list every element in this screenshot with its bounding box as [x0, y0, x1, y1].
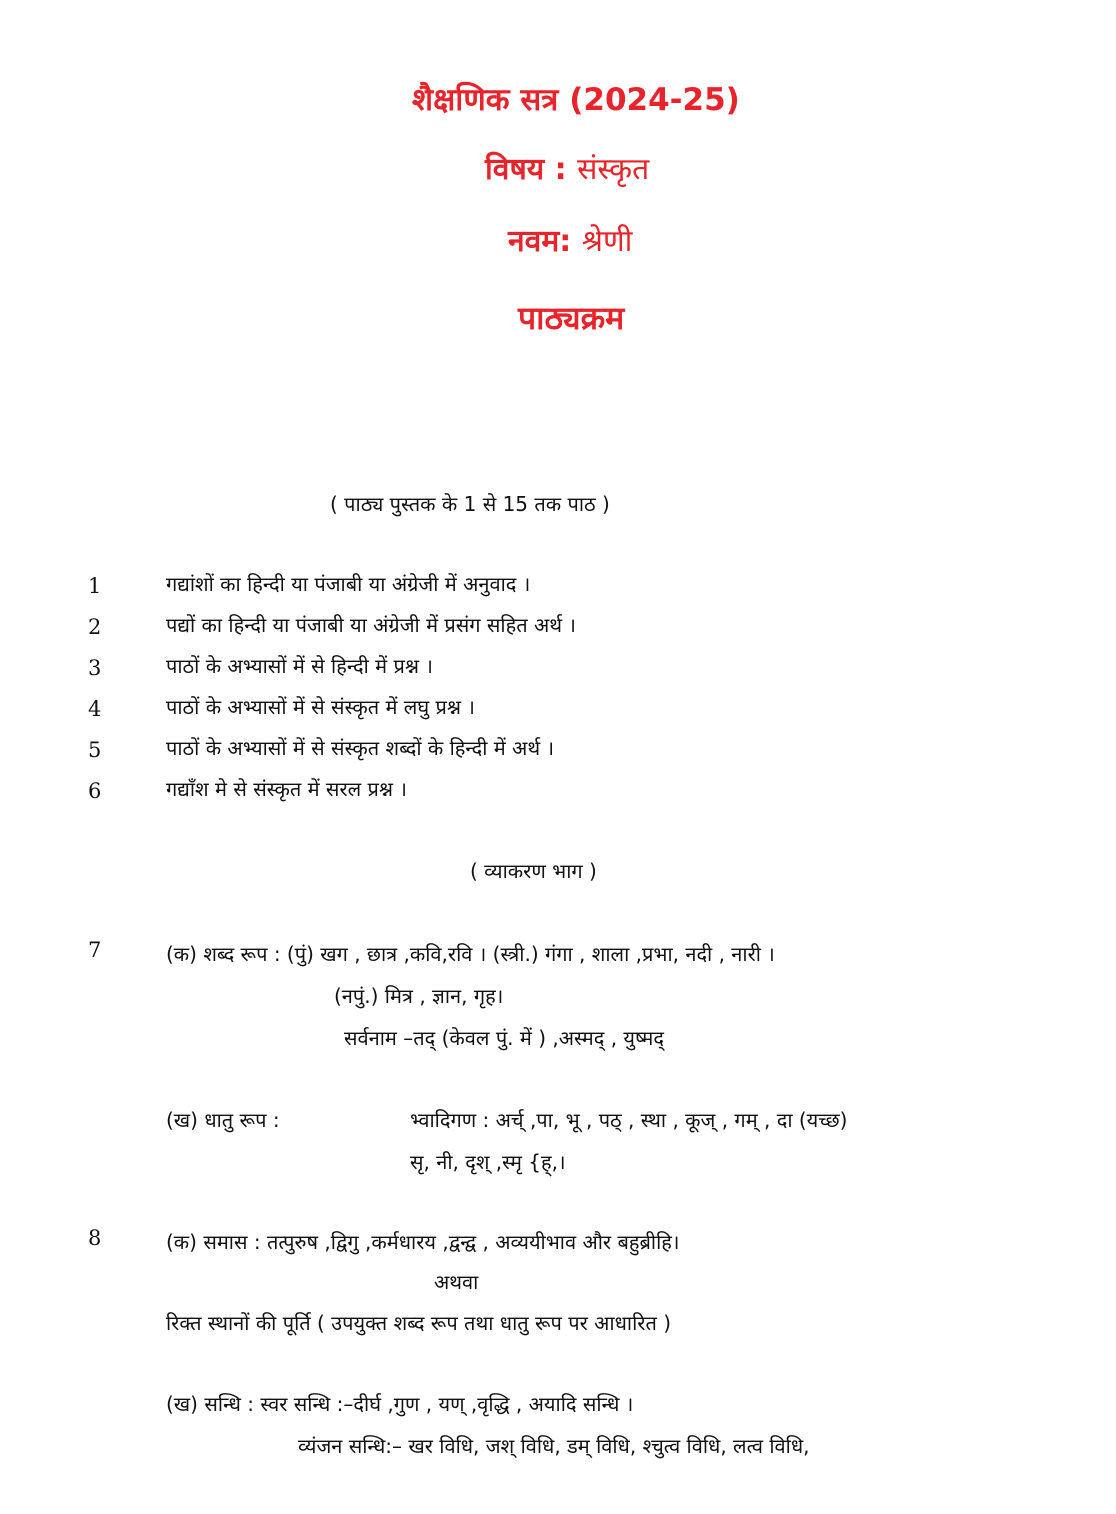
dhatu-roop-line2: सृ, नी, दृश् ,स्मृ {ह्,।	[410, 1150, 566, 1174]
sarvanam-line: सर्वनाम –तद् (केवल पुं. में ) ,अस्मद् , युष्मद्	[344, 1026, 664, 1050]
class-label: नवम:	[508, 224, 572, 259]
textbook-section-heading: ( पाठ्य पुस्तक के 1 से 15 तक पाठ )	[330, 492, 610, 516]
item-text: गद्याँश मे से संस्कृत में सरल प्रश्न ।	[166, 777, 408, 801]
item-number: 6	[88, 779, 102, 803]
item-number: 1	[88, 574, 102, 598]
sandhi-line: (ख) सन्धि : स्वर सन्धि :–दीर्घ ,गुण , यण् ,वृद्धि , अयादि सन्धि ।	[166, 1392, 634, 1416]
item-number: 5	[88, 738, 102, 762]
item-number: 7	[88, 938, 102, 962]
grammar-section-heading: ( व्याकरण भाग )	[470, 859, 597, 883]
session-title: शैक्षणिक सत्र (2024-25)	[412, 82, 740, 118]
item-text: पाठों के अभ्यासों में से हिन्दी में प्रश्न ।	[166, 654, 433, 678]
subject-value: संस्कृत	[577, 152, 650, 187]
dhatu-roop-line1: भ्वादिगण : अर्च् ,पा, भू , पठ् , स्था , कूज् , गम् , दा (यच्छ)	[410, 1108, 848, 1132]
class-line	[508, 222, 632, 262]
dhatu-roop-label: (ख) धातु रूप :	[166, 1108, 280, 1132]
item-number: 3	[88, 656, 102, 680]
item-text: पद्यों का हिन्दी या पंजाबी या अंग्रेजी में प्रसंग सहित अर्थ ।	[166, 613, 576, 637]
item-text: पाठों के अभ्यासों में से संस्कृत शब्दों के हिन्दी में अर्थ ।	[166, 736, 555, 760]
subject-line	[485, 150, 649, 190]
shabd-roop-line: (क) शब्द रूप : (पुं) खग , छात्र ,कवि,रवि । (स्त्री.) गंगा , शाला ,प्रभा, नदी , नारी ।	[166, 942, 775, 966]
athva-text: अथवा	[434, 1270, 479, 1294]
item-text: गद्यांशों का हिन्दी या पंजाबी या अंग्रेजी में अनुवाद ।	[166, 572, 531, 596]
syllabus-title: पाठ्यक्रम	[518, 299, 625, 337]
item-number: 8	[88, 1226, 102, 1250]
vyanjan-sandhi-line: व्यंजन सन्धि:– खर विधि, जश् विधि, डम् विधि, श्चुत्व विधि, लत्व विधि,	[298, 1434, 810, 1458]
fill-blanks-line: रिक्त स्थानों की पूर्ति ( उपयुक्त शब्द रूप तथा धातु रूप पर आधारित )	[166, 1311, 672, 1335]
item-text: पाठों के अभ्यासों में से संस्कृत में लघु प्रश्न ।	[166, 695, 475, 719]
class-value: श्रेणी	[581, 224, 633, 259]
item-number: 4	[88, 697, 102, 721]
item-number: 2	[88, 615, 102, 639]
samas-line: (क) समास : तत्पुरुष ,द्विगु ,कर्मधारय ,द्वन्द्व , अव्ययीभाव और बहुब्रीहि।	[166, 1230, 680, 1254]
subject-label: विषय :	[485, 152, 567, 187]
napunsak-line: (नपुं.) मित्र , ज्ञान, गृह।	[334, 984, 504, 1008]
